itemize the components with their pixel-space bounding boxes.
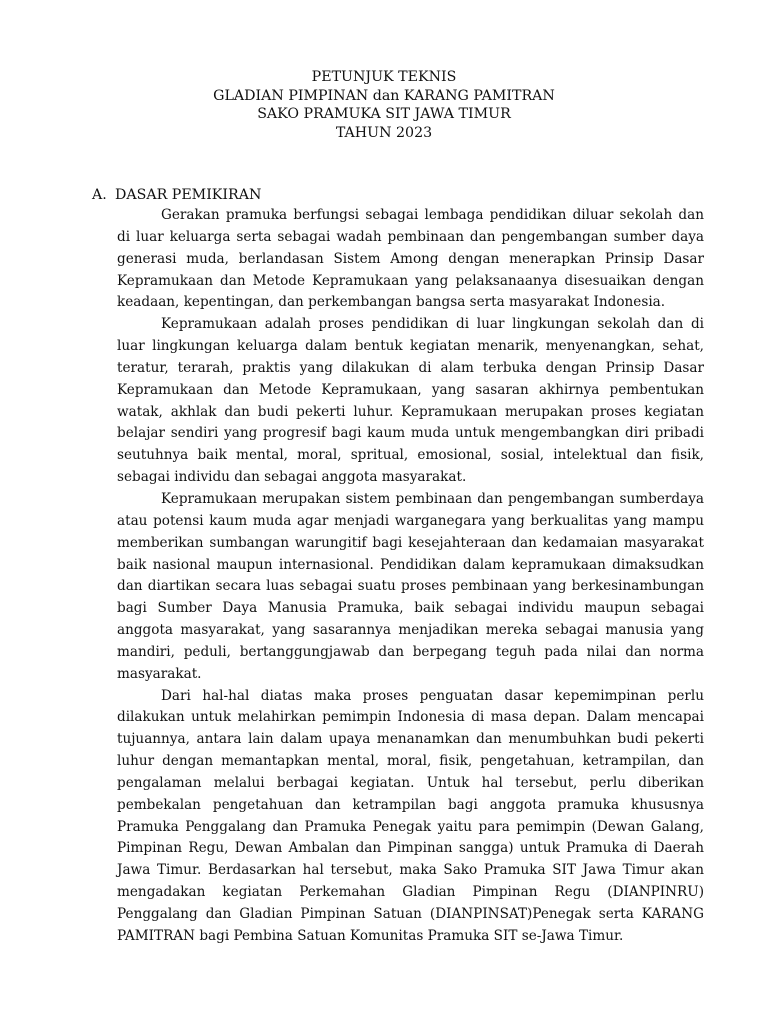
title-line: PETUNJUK TEKNIS — [311, 69, 457, 85]
section-body — [117, 205, 704, 948]
title-line: TAHUN 2023 — [335, 124, 433, 141]
paragraph: Kepramukaan merupakan sistem pembinaan dan pengembangan sumberdaya atau potensi kaum muda agar menjadi warganegara yang berkualitas yang mampu memberikan sumbangan warungitif bagi kesejahteraan dan kedamaian masyarakat baik nasional maupun internasional. Pendidikan dalam kepramukaan dimaksudkan dan diartikan secara luas sebagai suatu proses pembinaan yang berkesinambungan bagi Sumber Daya Manusia Pramuka, baik sebagai individu maupun sebagai anggota masyarakat, yang sasarannya menjadikan mereka sebagai manusia yang mandiri, peduli, bertanggungjawab dan berpegang teguh pada nilai dan norma masyarakat. — [117, 490, 704, 682]
title-line: GLADIAN PIMPINAN dan KARANG PAMITRAN — [213, 87, 555, 104]
paragraph: Kepramukaan adalah proses pendidikan di luar lingkungan sekolah dan di luar lingkungan keluarga dalam bentuk kegiatan menarik, menyenangkan, sehat, teratur, terarah, praktis yang dilakukan di alam terbuka dengan Prinsip Dasar Kepramukaan dan Metode Kepramukaan, yang sasaran akhirnya pembentukan watak, akhlak dan budi pekerti luhur. Kepramukaan merupakan proses kegiatan belajar sendiri yang progresif bagi kaum muda untuk mengembangkan diri pribadi seutuhnya baik mental, moral, spritual, emosional, sosial, intelektual dan fisik, sebagai individu dan sebagai anggota masyarakat. — [117, 316, 704, 486]
paragraph: Dari hal-hal diatas maka proses penguatan dasar kepemimpinan perlu dilakukan untuk melahirkan pemimpin Indonesia di masa depan. Dalam mencapai tujuannya, antara lain dalam upaya menanamkan dan menumbuhkan budi pekerti luhur dengan memantapkan mental, moral, fisik, pengetahuan, ketrampilan, dan pengalaman melalui berbagai kegiatan. Untuk hal tersebut, perlu diberikan pembekalan pengetahuan dan ketrampilan bagi anggota pramuka khususnya Pramuka Penggalang dan Pramuka Penegak yaitu para pemimpin (Dewan Galang, Pimpinan Regu, Dewan Ambalan dan Pimpinan sangga) untuk Pramuka di Daerah Jawa Timur. Berdasarkan hal tersebut, maka Sako Pramuka SIT Jawa Timur akan mengadakan kegiatan Perkemahan Gladian Pimpinan Regu (DIANPINRU) Penggalang dan Gladian Pimpinan Satuan (DIANPINSAT)Penegak serta KARANG PAMITRAN bagi Pembina Satuan Komunitas Pramuka SIT se-Jawa Timur. — [117, 687, 704, 944]
title-line: SAKO PRAMUKA SIT JAWA TIMUR — [257, 106, 511, 122]
section-letter: A. — [92, 187, 107, 203]
section-heading — [92, 186, 261, 204]
document-title — [0, 68, 768, 142]
paragraph: Gerakan pramuka berfungsi sebagai lembaga pendidikan diluar sekolah dan di luar keluarga serta sebagai wadah pembinaan dan pengembangan sumber daya generasi muda, berlandasan Sistem Among dengan menerapkan Prinsip Dasar Kepramukaan dan Metode Kepramukaan yang pelaksanaanya disesuaikan dengan keadaan, kepentingan, dan perkembangan bangsa serta masyarakat Indonesia. — [117, 207, 704, 311]
section-heading-text: DASAR PEMIKIRAN — [115, 187, 262, 203]
